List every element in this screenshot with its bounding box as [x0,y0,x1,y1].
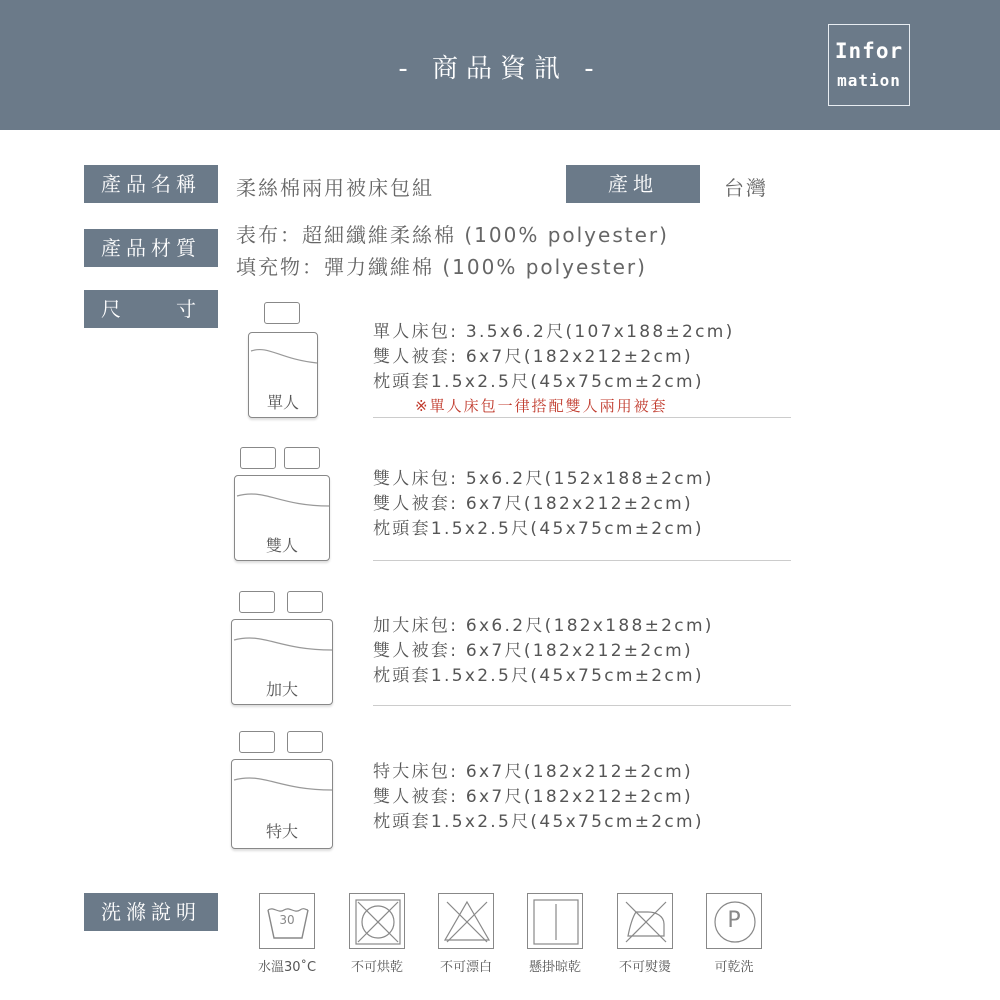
information-badge-line1: Infor [834,39,904,63]
spec-line: 雙人床包: 5x6.2尺(152x188±2cm) [373,469,714,489]
header-banner [0,0,1000,130]
bed-size-label: 特大 [265,822,298,841]
information-badge-line2: mation [837,71,901,90]
bed-size-label: 雙人 [265,536,298,555]
dry-clean-symbol: P [727,908,741,933]
queen-size-specs [373,614,714,689]
care-label-no-tumble-dry: 不可烘乾 [350,960,403,975]
double-size-specs [373,467,714,542]
care-label-line-dry: 懸掛晾乾 [528,960,581,975]
care-label-dry-clean: 可乾洗 [714,960,754,975]
care-label: 洗滌說明 [84,893,218,931]
product-name-label: 產品名稱 [84,165,218,203]
single-size-specs [373,320,735,417]
spec-line: 雙人被套: 6x7尺(182x212±2cm) [373,787,693,807]
king-size-specs [373,760,704,835]
pillow-icon [287,731,323,753]
material-line-2: 填充物：彈力纖維棉 (100% polyester) [236,255,647,279]
pillow-icon [240,447,276,469]
divider [373,705,791,706]
origin-value: 台灣 [724,176,768,200]
divider [373,417,791,418]
wash-30-icon [259,893,315,949]
spec-line: 枕頭套1.5x2.5尺(45x75cm±2cm) [373,372,704,392]
divider [373,560,791,561]
spec-line: 雙人被套: 6x7尺(182x212±2cm) [373,347,693,367]
product-name-value: 柔絲棉兩用被床包組 [236,176,434,200]
no-tumble-dry-icon [349,893,405,949]
spec-line: 加大床包: 6x6.2尺(182x188±2cm) [373,616,714,636]
no-iron-icon [617,893,673,949]
spec-line: 特大床包: 6x7尺(182x212±2cm) [373,762,693,782]
material-label: 產品材質 [84,229,218,267]
spec-line: 枕頭套1.5x2.5尺(45x75cm±2cm) [373,812,704,832]
single-bed-note: ※單人床包一律搭配雙人兩用被套 [415,397,668,415]
bed-size-label: 加大 [265,680,298,699]
spec-line: 雙人被套: 6x7尺(182x212±2cm) [373,494,693,514]
double-bed-diagram [234,447,330,563]
line-dry-icon [527,893,583,949]
queen-bed-diagram [231,591,333,707]
pillow-icon [287,591,323,613]
information-badge [828,24,910,106]
pillow-icon [239,591,275,613]
page-title: - 商品資訊 - [398,54,602,84]
spec-line: 枕頭套1.5x2.5尺(45x75cm±2cm) [373,519,704,539]
size-label: 尺 寸 [84,290,218,328]
spec-line: 雙人被套: 6x7尺(182x212±2cm) [373,641,693,661]
dry-clean-icon [706,893,762,949]
origin-label: 產地 [566,165,700,203]
care-label-no-iron: 不可熨燙 [618,960,671,975]
pillow-icon [284,447,320,469]
no-bleach-icon [438,893,494,949]
wash-temperature-symbol: 30 [279,913,295,927]
care-label-no-bleach: 不可漂白 [439,960,492,975]
pillow-icon [239,731,275,753]
king-bed-diagram [231,731,333,851]
bed-size-label: 單人 [266,393,299,412]
single-bed-diagram [248,302,318,420]
spec-line: 枕頭套1.5x2.5尺(45x75cm±2cm) [373,666,704,686]
pillow-icon [264,302,300,324]
material-line-1: 表布：超細纖維柔絲棉 (100% polyester) [236,223,669,247]
spec-line: 單人床包: 3.5x6.2尺(107x188±2cm) [373,322,735,342]
care-label-wash: 水溫30˚C [257,960,317,975]
